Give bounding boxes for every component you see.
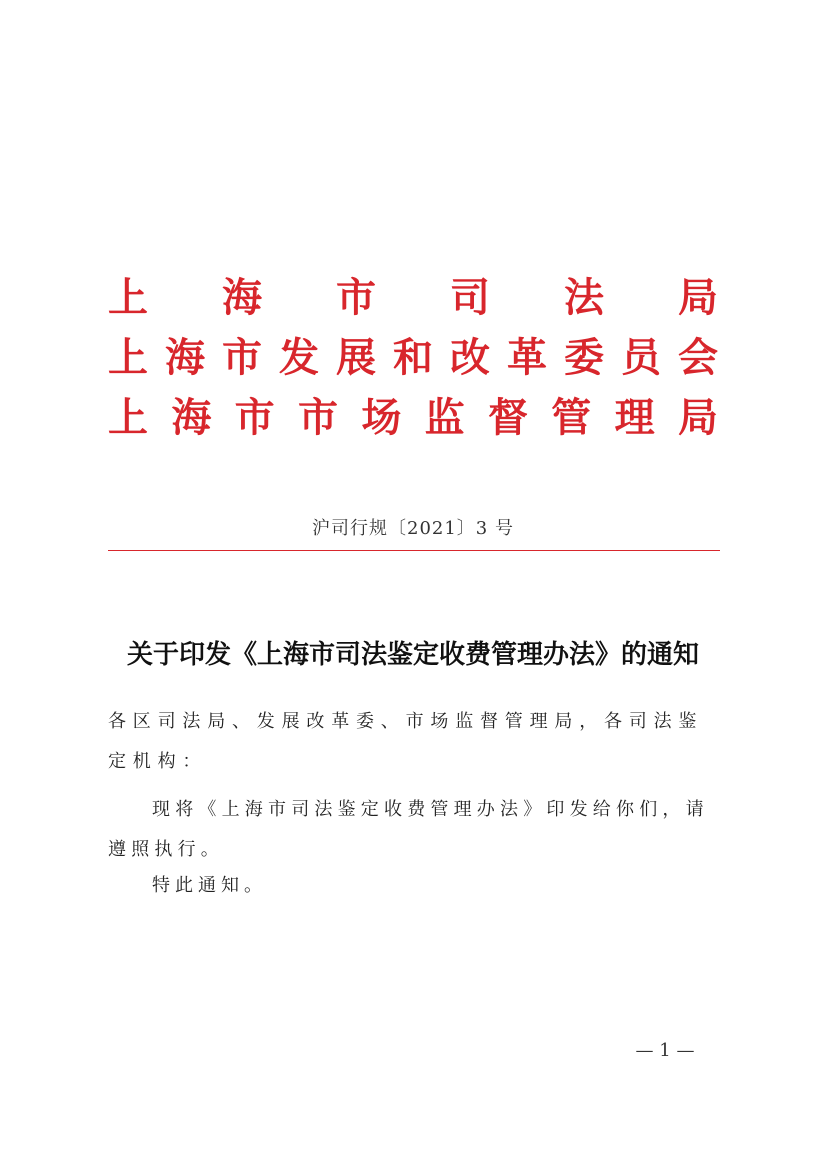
issuer-character: 市 <box>222 334 262 381</box>
issuer-character: 市 <box>336 274 376 321</box>
closing-paragraph: 特此通知。 <box>152 875 267 896</box>
issuer-character: 发 <box>279 334 319 381</box>
issuer-character: 上 <box>108 274 148 321</box>
issuer-character: 局 <box>677 394 718 441</box>
issuer-character: 改 <box>450 334 490 381</box>
issuer-character: 和 <box>393 334 433 381</box>
issuer-character: 上 <box>108 334 148 381</box>
issuer-character: 委 <box>564 334 604 381</box>
issuer-character: 法 <box>564 274 604 321</box>
issuer-character: 司 <box>450 274 490 321</box>
issuer-name-market-supervision-bureau <box>108 394 718 442</box>
document-number: 沪司行规〔2021〕3 号 <box>312 518 514 539</box>
issuer-character: 市 <box>234 394 275 441</box>
issuer-character: 革 <box>507 334 547 381</box>
issuer-character: 会 <box>678 334 718 381</box>
issuer-character: 员 <box>621 334 661 381</box>
page-number: — 1 — <box>635 1040 695 1061</box>
issuer-character: 理 <box>614 394 655 441</box>
issuer-character: 场 <box>361 394 402 441</box>
issuer-character: 管 <box>551 394 592 441</box>
addressees-paragraph: 各区司法局、发展改革委、市场监督管理局，各司法鉴定机构： <box>108 711 704 772</box>
issuer-character: 局 <box>678 274 718 321</box>
issuer-character: 海 <box>222 274 262 321</box>
issuer-name-development-reform-commission <box>108 334 718 382</box>
body-paragraph: 现将《上海市司法鉴定收费管理办法》印发给你们，请遵照执行。 <box>108 799 709 860</box>
issuer-character: 展 <box>336 334 376 381</box>
issuer-character: 督 <box>487 394 528 441</box>
red-divider-line <box>108 550 720 551</box>
issuer-character: 海 <box>165 334 205 381</box>
issuer-character: 上 <box>108 394 148 441</box>
issuer-character: 市 <box>297 394 338 441</box>
issuer-name-justice-bureau <box>108 274 718 322</box>
issuer-character: 海 <box>171 394 212 441</box>
issuer-character: 监 <box>424 394 465 441</box>
notice-title: 关于印发《上海市司法鉴定收费管理办法》的通知 <box>126 640 699 670</box>
